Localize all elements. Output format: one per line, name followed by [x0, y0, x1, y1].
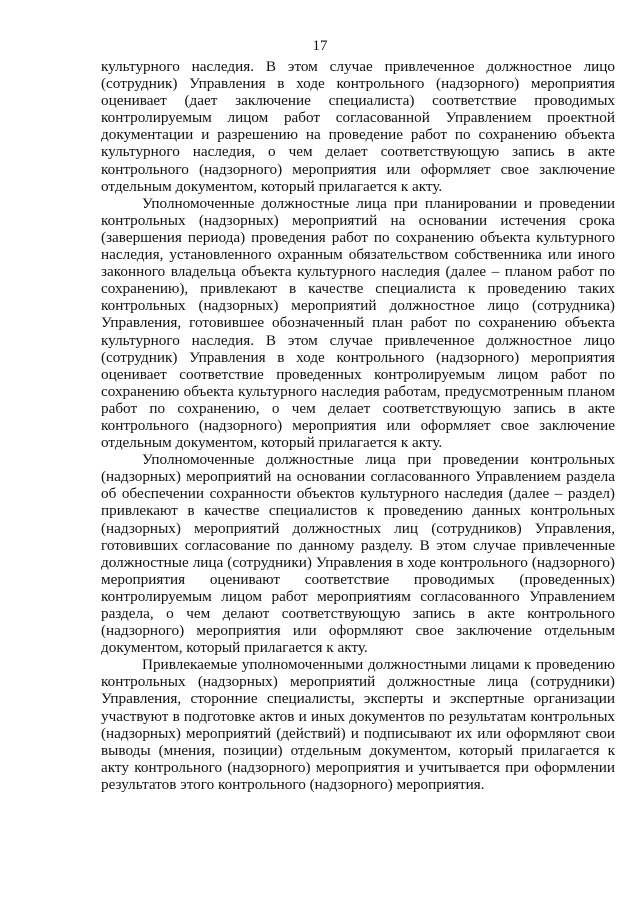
- paragraph-1: культурного наследия. В этом случае привлеченное должностное лицо (сотрудник) Управления в ходе контрольного (надзорного) мероприятия оценивает (дает заключение специалиста) соответствие проводимых контролируемым лицом работ согласованной Управлением проектной документации и разрешению на проведение работ по сохранению объекта культурного наследия, о чем делает соответствующую запись в акте контрольного (надзорного) мероприятия или оформляет свое заключение отдельным документом, который прилагается к акту.: [101, 58, 615, 195]
- paragraph-3: Уполномоченные должностные лица при проведении контрольных (надзорных) мероприятий на основании согласованного Управлением раздела об обеспечении сохранности объектов культурного наследия (далее – раздел) привлекают в качестве специалистов к проведению данных контрольных (надзорных) мероприятий должностных лиц (сотрудников) Управления, готовивших согласование по данному разделу. В этом случае привлеченные должностные лица (сотрудники) Управления в ходе контрольного (надзорного) мероприятия оценивают соответствие проводимых (проведенных) контролируемым лицом работ мероприятиям согласованного Управлением раздела, о чем делают соответствующую запись в акте контрольного (надзорного) мероприятия или оформляют свое заключение отдельным документом, который прилагается к акту.: [101, 451, 615, 657]
- paragraph-2: Уполномоченные должностные лица при планировании и проведении контрольных (надзорных) мероприятий на основании истечения срока (завершения периода) проведения работ по сохранению объекта культурного наследия, установленного охранным обязательством собственника или иного законного владельца объекта культурного наследия (далее – планом работ по сохранению), привлекают в качестве специалиста к проведению таких контрольных (надзорных) мероприятий должностное лицо (сотрудника) Управления, готовившее обозначенный план работ по сохранению объекта культурного наследия. В этом случае привлеченное должностное лицо (сотрудник) Управления в ходе контрольного (надзорного) мероприятия оценивает соответствие проведенных контролируемым лицом работ по сохранению объекта культурного наследия работам, предусмотренным планом работ по сохранению, о чем делает соответствующую запись в акте контрольного (надзорного) мероприятия или оформляет свое заключение отдельным документом, который прилагается к акту.: [101, 194, 615, 452]
- page-number: 17: [312, 38, 328, 54]
- document-body: [101, 58, 615, 793]
- paragraph-4: Привлекаемые уполномоченными должностными лицами к проведению контрольных (надзорных) мероприятий должностные лица (сотрудники) Управления, сторонние специалисты, эксперты и экспертные организации участвуют в подготовке актов и иных документов по результатам контрольных (надзорных) мероприятий (действий) и подписывают их или оформляют свои выводы (мнения, позиции) отдельным документом, который прилагается к акту контрольного (надзорного) мероприятия и учитывается при оформлении результатов этого контрольного (надзорного) мероприятия.: [101, 656, 615, 793]
